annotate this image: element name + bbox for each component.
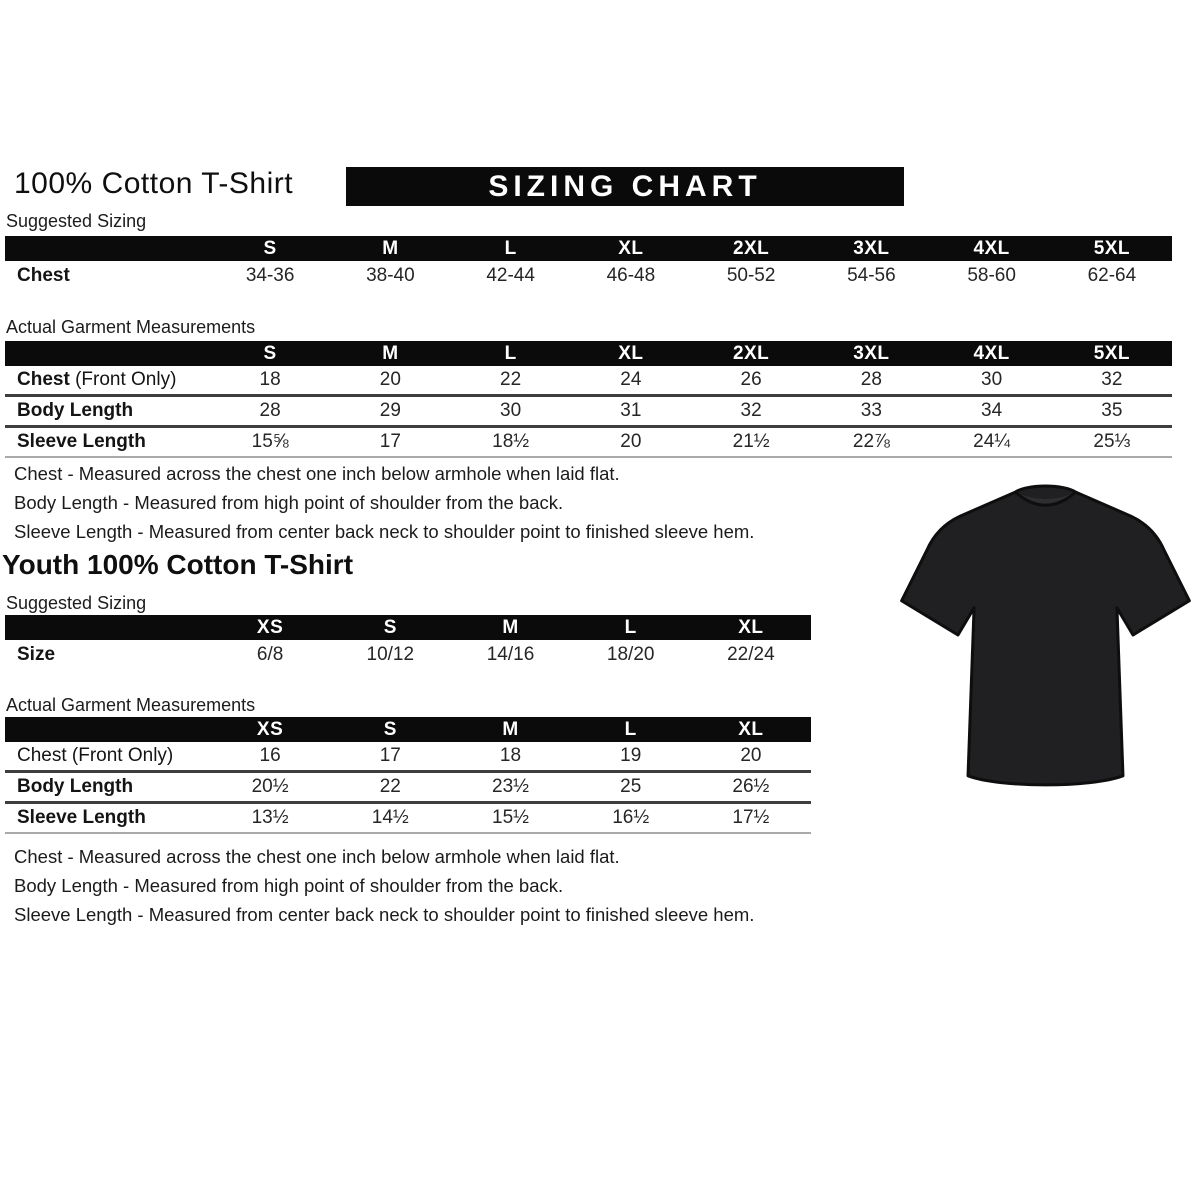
row-label-chest-front-only: Chest (Front Only) xyxy=(17,745,174,766)
table-cell: 14½ xyxy=(371,807,409,828)
adult-actual-measurements-label: Actual Garment Measurements xyxy=(6,317,256,337)
size-column-header: S xyxy=(263,342,277,364)
size-column-header: 2XL xyxy=(732,342,770,364)
table-cell: 34 xyxy=(981,400,1003,421)
table-cell: 42-44 xyxy=(486,265,535,286)
table-cell: 17 xyxy=(379,745,401,766)
row-label-sleeve-length: Sleeve Length xyxy=(17,807,146,828)
table-cell: 30 xyxy=(981,369,1003,390)
table-cell: 16½ xyxy=(612,807,650,828)
t-shirt-image xyxy=(893,476,1198,808)
row-label-body-length: Body Length xyxy=(17,776,134,797)
table-cell: 10/12 xyxy=(366,644,415,665)
table-cell: 29 xyxy=(379,400,401,421)
table-cell: 23½ xyxy=(492,776,529,797)
table-header-row xyxy=(5,717,811,742)
table-cell: 24¼ xyxy=(973,431,1011,452)
adult-measurement-notes xyxy=(14,459,754,546)
row-label-regular-part: (Front Only) xyxy=(69,369,177,390)
table-header-row xyxy=(5,341,1172,366)
row-label-bold-part: Chest xyxy=(17,369,70,390)
size-column-header: M xyxy=(502,616,519,638)
body-length-row xyxy=(5,770,811,801)
table-cell: 38-40 xyxy=(366,265,415,286)
row-label-size: Size xyxy=(17,644,56,665)
adult-suggested-sizing-label: Suggested Sizing xyxy=(6,211,147,231)
table-cell: 19 xyxy=(620,745,642,766)
size-column-header: M xyxy=(382,342,399,364)
t-shirt-graphic xyxy=(893,476,1198,808)
table-cell: 35 xyxy=(1101,400,1123,421)
table-cell: 32 xyxy=(740,400,762,421)
youth-suggested-sizing-table xyxy=(5,615,811,670)
table-cell: 15⅝ xyxy=(251,431,289,452)
table-header-row xyxy=(5,615,811,640)
size-column-header: M xyxy=(502,718,519,740)
size-column-header: 4XL xyxy=(973,342,1010,364)
size-column-header: L xyxy=(504,342,517,364)
row-label-body-length: Body Length xyxy=(17,400,134,421)
size-column-header: 2XL xyxy=(732,237,770,259)
size-column-header: S xyxy=(263,237,277,259)
size-column-header: XL xyxy=(738,718,764,740)
table-cell: 28 xyxy=(259,400,281,421)
size-column-header: S xyxy=(383,718,397,740)
table-cell: 62-64 xyxy=(1087,265,1137,286)
table-cell: 6/8 xyxy=(256,644,284,665)
sleeve-length-row xyxy=(5,801,811,832)
table-cell: 25⅓ xyxy=(1093,431,1131,452)
table-cell: 26½ xyxy=(732,776,770,797)
size-column-header: 4XL xyxy=(973,237,1010,259)
chest-row xyxy=(5,261,1172,291)
size-column-header: 5XL xyxy=(1093,237,1131,259)
table-cell: 18½ xyxy=(492,431,530,452)
table-cell: 20 xyxy=(620,431,642,452)
body-length-row xyxy=(5,394,1172,425)
note-chest: Chest - Measured across the chest one inch below armhole when laid flat. xyxy=(14,463,620,484)
size-column-header: 3XL xyxy=(853,237,890,259)
chest-front-only-row xyxy=(5,366,1172,394)
size-column-header: XL xyxy=(618,237,644,259)
table-cell: 33 xyxy=(860,400,882,421)
table-cell: 54-56 xyxy=(847,265,896,286)
size-column-header: M xyxy=(382,237,399,259)
table-cell: 16 xyxy=(259,745,281,766)
youth-actual-measurements-label: Actual Garment Measurements xyxy=(6,695,256,715)
size-column-header: L xyxy=(504,237,517,259)
note-sleeve-length: Sleeve Length - Measured from center back neck to shoulder point to finished sleeve hem. xyxy=(14,904,755,925)
size-column-header: L xyxy=(624,616,637,638)
note-chest: Chest - Measured across the chest one inch below armhole when laid flat. xyxy=(14,846,620,867)
chest-front-only-row xyxy=(5,742,811,770)
table-cell: 50-52 xyxy=(726,265,776,286)
note-body-length: Body Length - Measured from high point of shoulder from the back. xyxy=(14,875,564,896)
table-cell: 18/20 xyxy=(606,644,655,665)
table-cell: 30 xyxy=(500,400,522,421)
youth-measurements-table xyxy=(5,717,811,834)
table-cell: 18 xyxy=(259,369,281,390)
size-column-header: 3XL xyxy=(853,342,890,364)
table-cell: 22⅞ xyxy=(852,431,890,452)
table-cell: 31 xyxy=(620,400,642,421)
row-label-chest-front-only xyxy=(5,369,210,391)
table-cell: 26 xyxy=(740,369,762,390)
table-cell: 20½ xyxy=(251,776,289,797)
table-cell: 28 xyxy=(860,369,882,390)
table-cell: 13½ xyxy=(251,807,289,828)
t-shirt-body xyxy=(902,486,1190,785)
note-body-length: Body Length - Measured from high point of shoulder from the back. xyxy=(14,492,564,513)
note-sleeve-length: Sleeve Length - Measured from center back neck to shoulder point to finished sleeve hem. xyxy=(14,521,755,542)
size-column-header: XS xyxy=(256,718,284,740)
size-column-header: S xyxy=(383,616,397,638)
table-cell: 22 xyxy=(379,776,401,797)
table-cell: 22 xyxy=(500,369,522,390)
table-cell: 20 xyxy=(740,745,762,766)
table-cell: 14/16 xyxy=(486,644,535,665)
table-cell: 34-36 xyxy=(245,265,295,286)
youth-suggested-sizing-label: Suggested Sizing xyxy=(6,593,147,613)
table-cell: 46-48 xyxy=(606,265,656,286)
table-cell: 25 xyxy=(620,776,642,797)
size-column-header: XL xyxy=(738,616,764,638)
row-label-sleeve-length: Sleeve Length xyxy=(17,431,146,452)
size-column-header: L xyxy=(624,718,637,740)
adult-suggested-sizing-table xyxy=(5,236,1172,291)
table-cell: 18 xyxy=(499,745,522,766)
table-cell: 22/24 xyxy=(727,644,775,665)
table-cell: 32 xyxy=(1101,369,1123,390)
size-column-header: XL xyxy=(618,342,644,364)
size-row xyxy=(5,640,811,670)
table-header-row xyxy=(5,236,1172,261)
size-column-header: 5XL xyxy=(1093,342,1131,364)
size-column-header: XS xyxy=(256,616,284,638)
sizing-chart-banner: SIZING CHART xyxy=(346,167,904,206)
sleeve-length-row xyxy=(5,425,1172,456)
adult-measurements-table xyxy=(5,341,1172,458)
table-cell: 17 xyxy=(379,431,401,452)
table-cell: 15½ xyxy=(492,807,529,828)
youth-measurement-notes xyxy=(14,842,754,929)
youth-section-title: Youth 100% Cotton T-Shirt xyxy=(2,549,354,580)
row-label-chest: Chest xyxy=(17,265,70,286)
table-cell: 24 xyxy=(620,369,642,390)
table-cell: 20 xyxy=(379,369,401,390)
page-title: 100% Cotton T-Shirt xyxy=(14,167,294,200)
table-cell: 21½ xyxy=(732,431,770,452)
table-cell: 17½ xyxy=(732,807,770,828)
table-cell: 58-60 xyxy=(967,265,1016,286)
